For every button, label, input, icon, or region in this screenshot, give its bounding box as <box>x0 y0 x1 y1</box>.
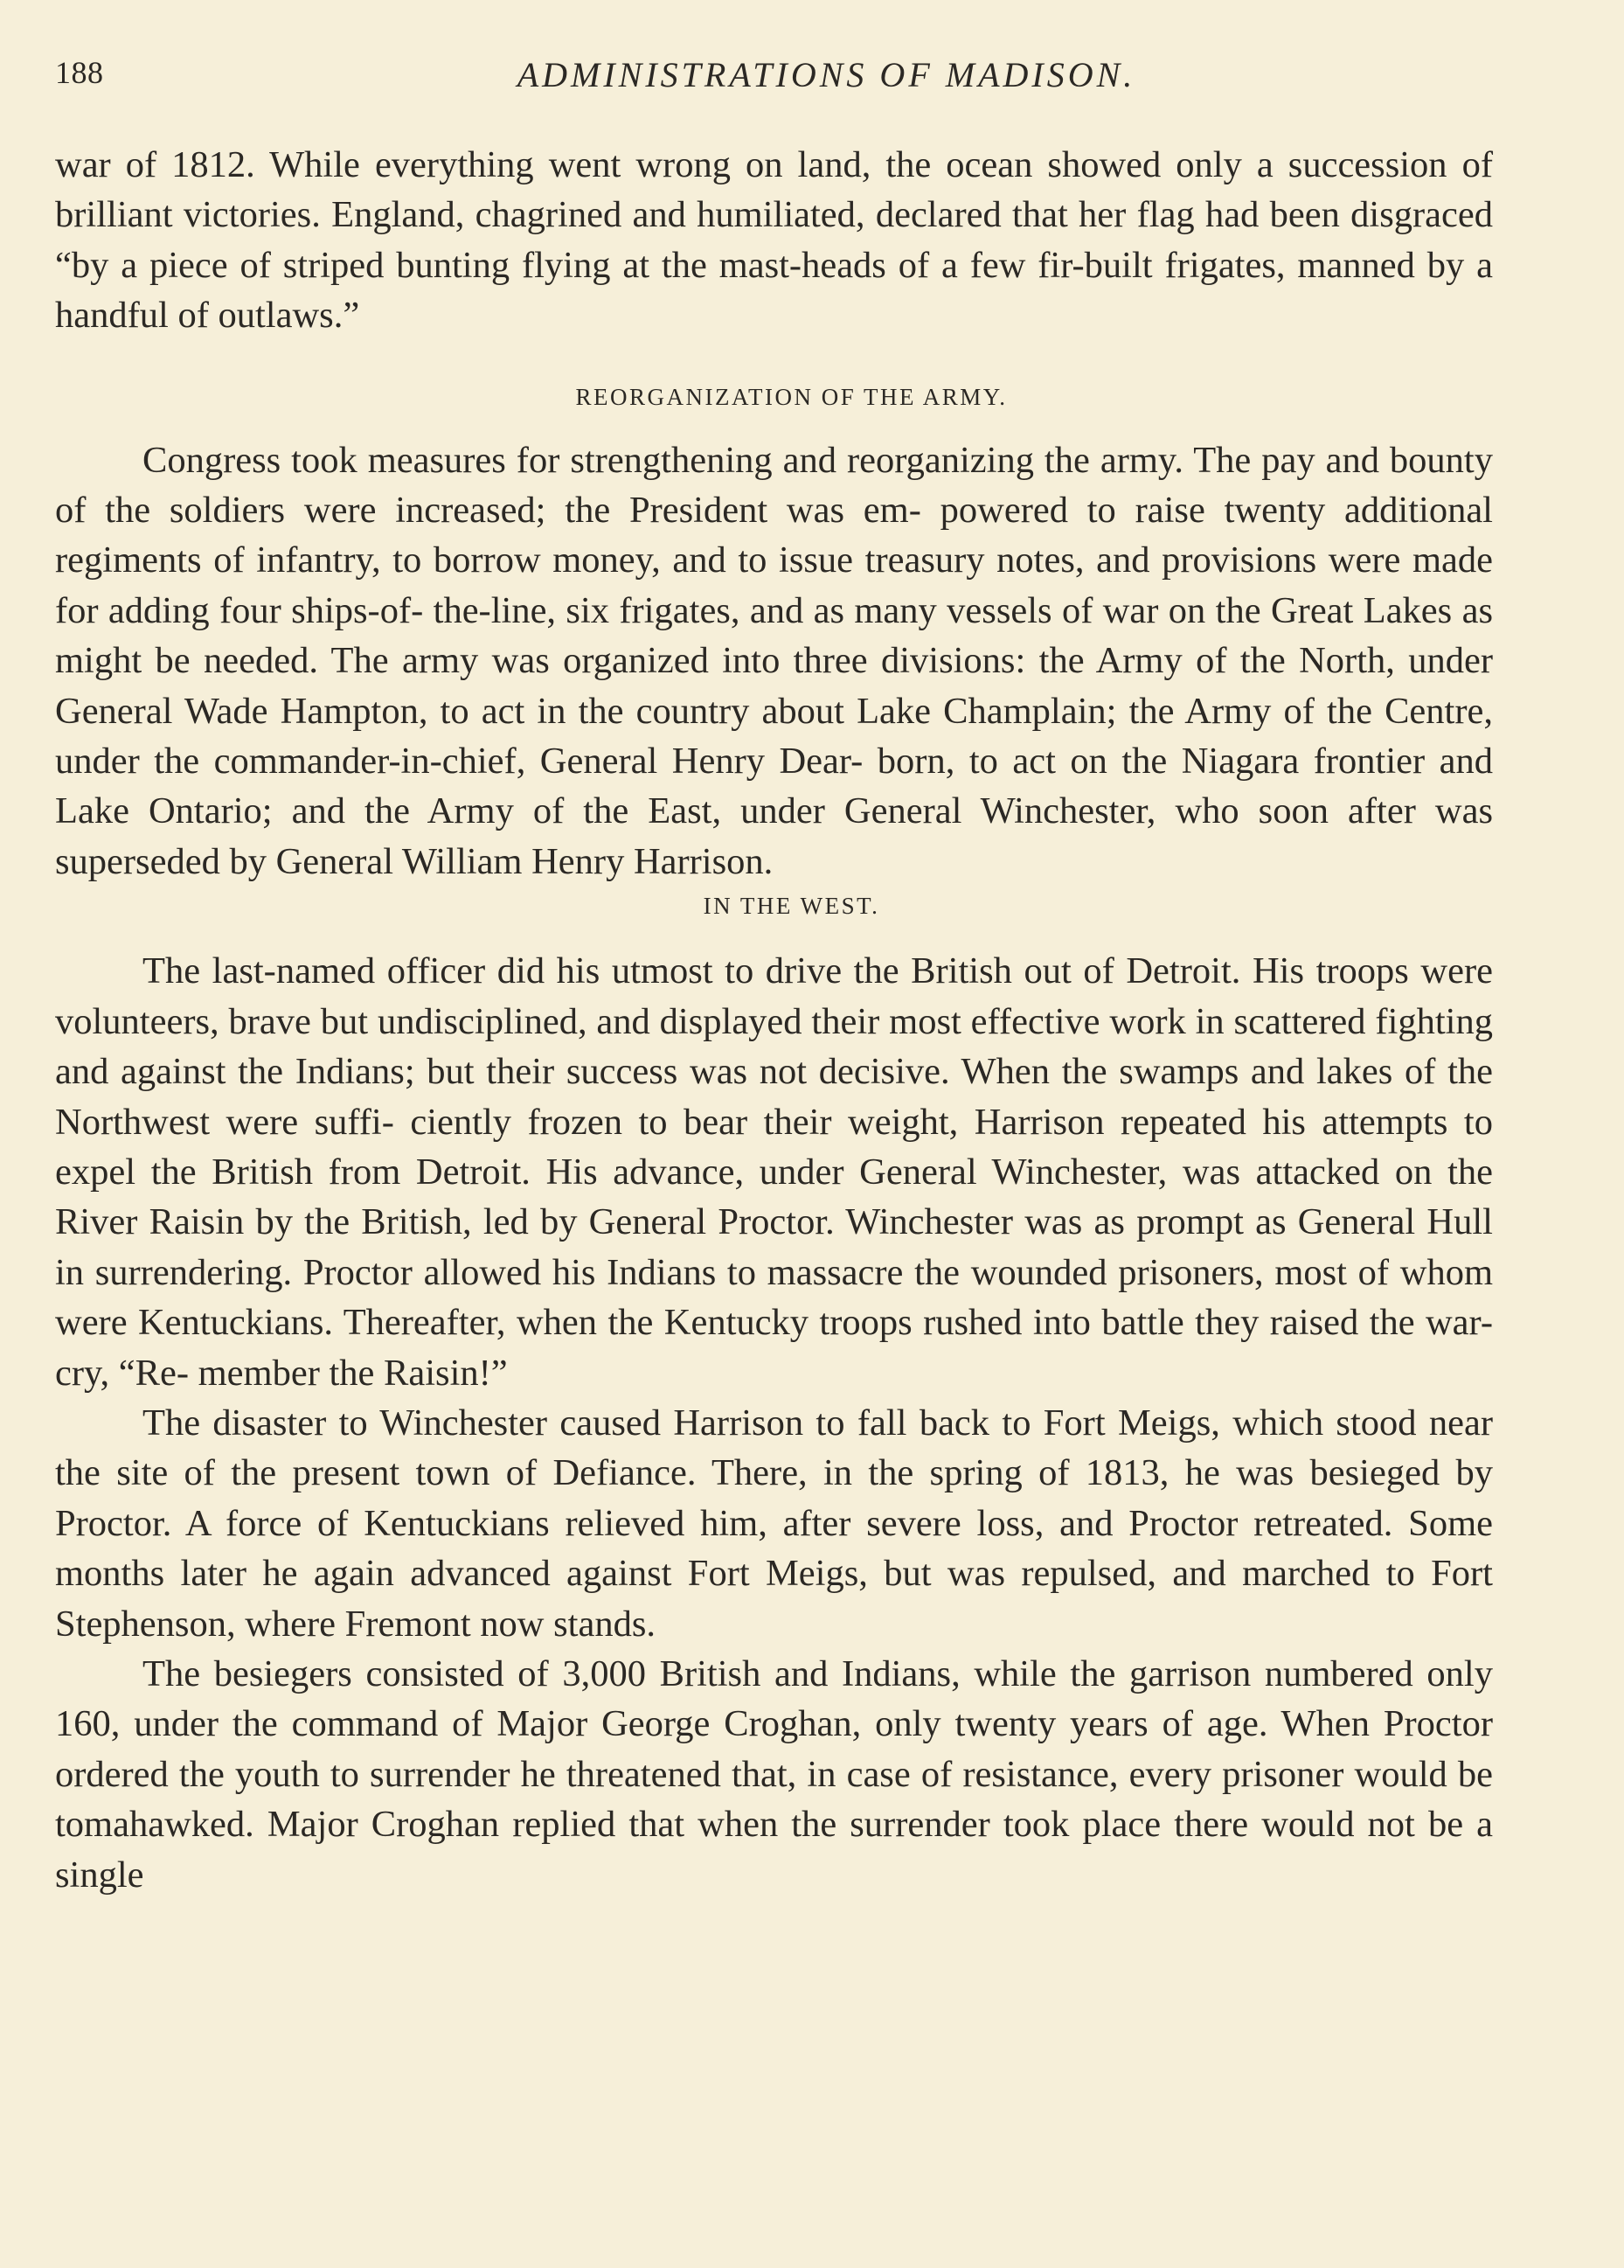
section-heading-reorganization: REORGANIZATION OF THE ARMY. <box>575 383 1008 410</box>
running-title: ADMINISTRATIONS OF MADISON. <box>517 55 1136 94</box>
paragraph-last-named: The last-named officer did his utmost to drive the British out of Detroit. His troops were volunteers, brave but undisciplined, and displayed their most effective work in scattered fighting and against the Indians; but their success was not decisive. When the swamps and lakes of the Northwest were suffi- ciently frozen to bear their weight, Harrison repeated his attempts to expel the British from Detroit. His advance, under General Winchester, was attacked on the River Raisin by the British, led by General Proctor. Winchester was as prompt as General Hull in surrendering. Proctor allowed his Indians to massacre the wounded prisoners, most of whom were Kentuckians. Thereafter, when the Kentucky troops rushed into battle they raised the war-cry, “Re- member the Raisin!” <box>55 950 1493 1394</box>
running-head <box>55 51 1493 103</box>
page-number: 188 <box>55 55 104 90</box>
paragraph-intro: war of 1812. While everything went wrong on land, the ocean showed only a succession of brilliant victories. England, chagrined and humiliated, declared that her flag had been disgraced “by a piece of striped bunting flying at the mast-heads of a few fir-built frigates, manned by a handful of outlaws.” <box>55 144 1493 337</box>
paragraph-disaster: The disaster to Winchester caused Harrison to fall back to Fort Meigs, which stood near the site of the present town of Defiance. There, in the spring of 1813, he was besieged by Proctor. A force of Kentuckians relieved him, after severe loss, and Proctor retreated. Some months later he again advanced against Fort Meigs, but was repulsed, and marched to Fort Stephenson, where Fremont now stands. <box>55 1402 1493 1645</box>
section-heading-west: IN THE WEST. <box>703 893 880 920</box>
paragraph-congress: Congress took measures for strengthening and reorganizing the army. The pay and bounty of the soldiers were increased; the President was em- powered to raise twenty additional regiments of infantry, to borrow money, and to issue treasury notes, and provisions were made for adding four ships-of- the-line, six frigates, and as many vessels of war on the Great Lakes as might be needed. The army was organized into three divisions: the Army of the North, under General Wade Hampton, to act in the country about Lake Champlain; the Army of the Centre, under the commander-in-chief, General Henry Dear- born, to act on the Niagara frontier and Lake Ontario; and the Army of the East, under General Winchester, who soon after was superseded by General William Henry Harrison. <box>55 439 1493 882</box>
paragraph-besiegers: The besiegers consisted of 3,000 British and Indians, while the garrison numbered only 160, under the command of Major George Croghan, only twenty years of age. When Proctor ordered the youth to surrender he threatened that, in case of resistance, every prisoner would be tomahawked. Major Croghan replied that when the surrender took place there would not be a single <box>55 1652 1493 1896</box>
body-text <box>55 140 1493 1900</box>
